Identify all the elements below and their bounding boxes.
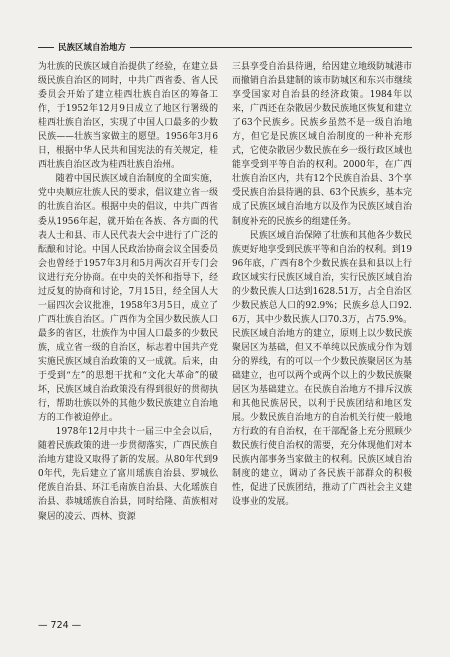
paragraph: 随着中国民族区域自治制度的全面实施，党中央顺应壮族人民的要求，倡议建立省一级的壮族自治区。根据中央的倡议，中共广西省委从1956年起，就开始在各族、各方面的代表人士和县、市人民代表大会中进行了广泛的酝酿和讨论。中国人民政治协商会议全国委员会也曾经于1957年3月和5月两次召开专门会议进行充分协商。在中央的关怀和指导下，经过反复的协商和讨论，7月15日，经全国人大一届四次会议批准，1958年3月5日，成立了广西壮族自治区。广西作为全国少数民族人口最多的省区，壮族作为中国人口最多的少数民族，成立省一级的自治区，标志着中国共产党实施民族区域自治政策的又一成就。后来，由于受到“左”的思想干扰和“文化大革命”的破坏，民族区域自治政策没有得到很好的贯彻执行，帮助壮族以外的其他少数民族建立自治地方的工作被迫停止。 (38, 174, 218, 424)
paragraph: 为壮族的民族区域自治提供了经验，在建立县级民族自治区的同时，中共广西省委、省人民委员会开始了建立桂西壮族自治区的筹备工作，于1952年12月9日成立了地区行署级的桂西壮族自治区，实现了中国人口最多的少数民族——壮族当家做主的愿望。1956年3月6日，根据中华人民共和国宪法的有关规定，桂西壮族自治区改为桂西壮族自治州。 (38, 62, 218, 171)
running-header (38, 40, 412, 54)
left-column (38, 60, 218, 610)
header-dash (38, 47, 54, 48)
paragraph: 三县享受自治县待遇，给因建立地级防城港市而撤销自治县建制的该市防城区和东兴市继续享受国家对自治县的经济政策。1984年以来，广西还在杂散居少数民族地区恢复和建立了63个民族乡。民族乡虽然不是一级自治地方，但它是民族区域自治制度的一种补充形式，它使杂散居少数民族在乡一级行政区域也能享受到平等自治的权利。2000年，在广西壮族自治区内，共有12个民族自治县、3个享受民族自治县待遇的县、63个民族乡，基本完成了民族区域自治地方以及作为民族区域自治制度补充的民族乡的组建任务。 (232, 62, 412, 227)
paragraph: 民族区域自治保障了壮族和其他各少数民族更好地享受到民族平等和自治的权利。到1996年底，广西有8个少数民族在县和县以上行政区域实行民族区域自治，实行民族区域自治的少数民族人口达到1628.51万，占全自治区少数民族总人口的92.9%；民族乡总人口92.6万，其中少数民族人口70.3万，占75.9%。民族区域自治地方的建立，原则上以少数民族聚居区为基础，但又不单纯以民族成分作为划分的界线，有的可以一个少数民族聚居区为基础建立，也可以两个或两个以上的少数民族聚居区为基础建立。在民族自治地方不排斥汉族和其他民族居民，以利于民族团结和地区发展。少数民族自治地方的自治机关行使一般地方行政的有自治权，在干部配备上充分照顾少数民族行使自治权的需要，充分体现他们对本民族内部事务当家做主的权利。民族区域自治制度的建立，调动了各民族干部群众的积极性，促进了民族团结，推动了广西社会主义建设事业的发展。 (232, 230, 412, 508)
header-title: 民族区域自治地方 (58, 43, 127, 53)
header-rule (130, 47, 412, 48)
right-column (232, 60, 412, 508)
paragraph: 1978年12月中共十一届三中全会以后，随着民族政策的进一步贯彻落实，广西民族自治地方建设又取得了新的发展。从80年代到90年代，先后建立了富川瑶族自治县、罗城仫佬族自治县、环江毛南族自治县、大化瑶族自治县、恭城瑶族自治县，同时给隆、苗族相对聚居的凌云、西林、资源 (38, 427, 218, 522)
page-number: — 724 — (38, 620, 82, 631)
